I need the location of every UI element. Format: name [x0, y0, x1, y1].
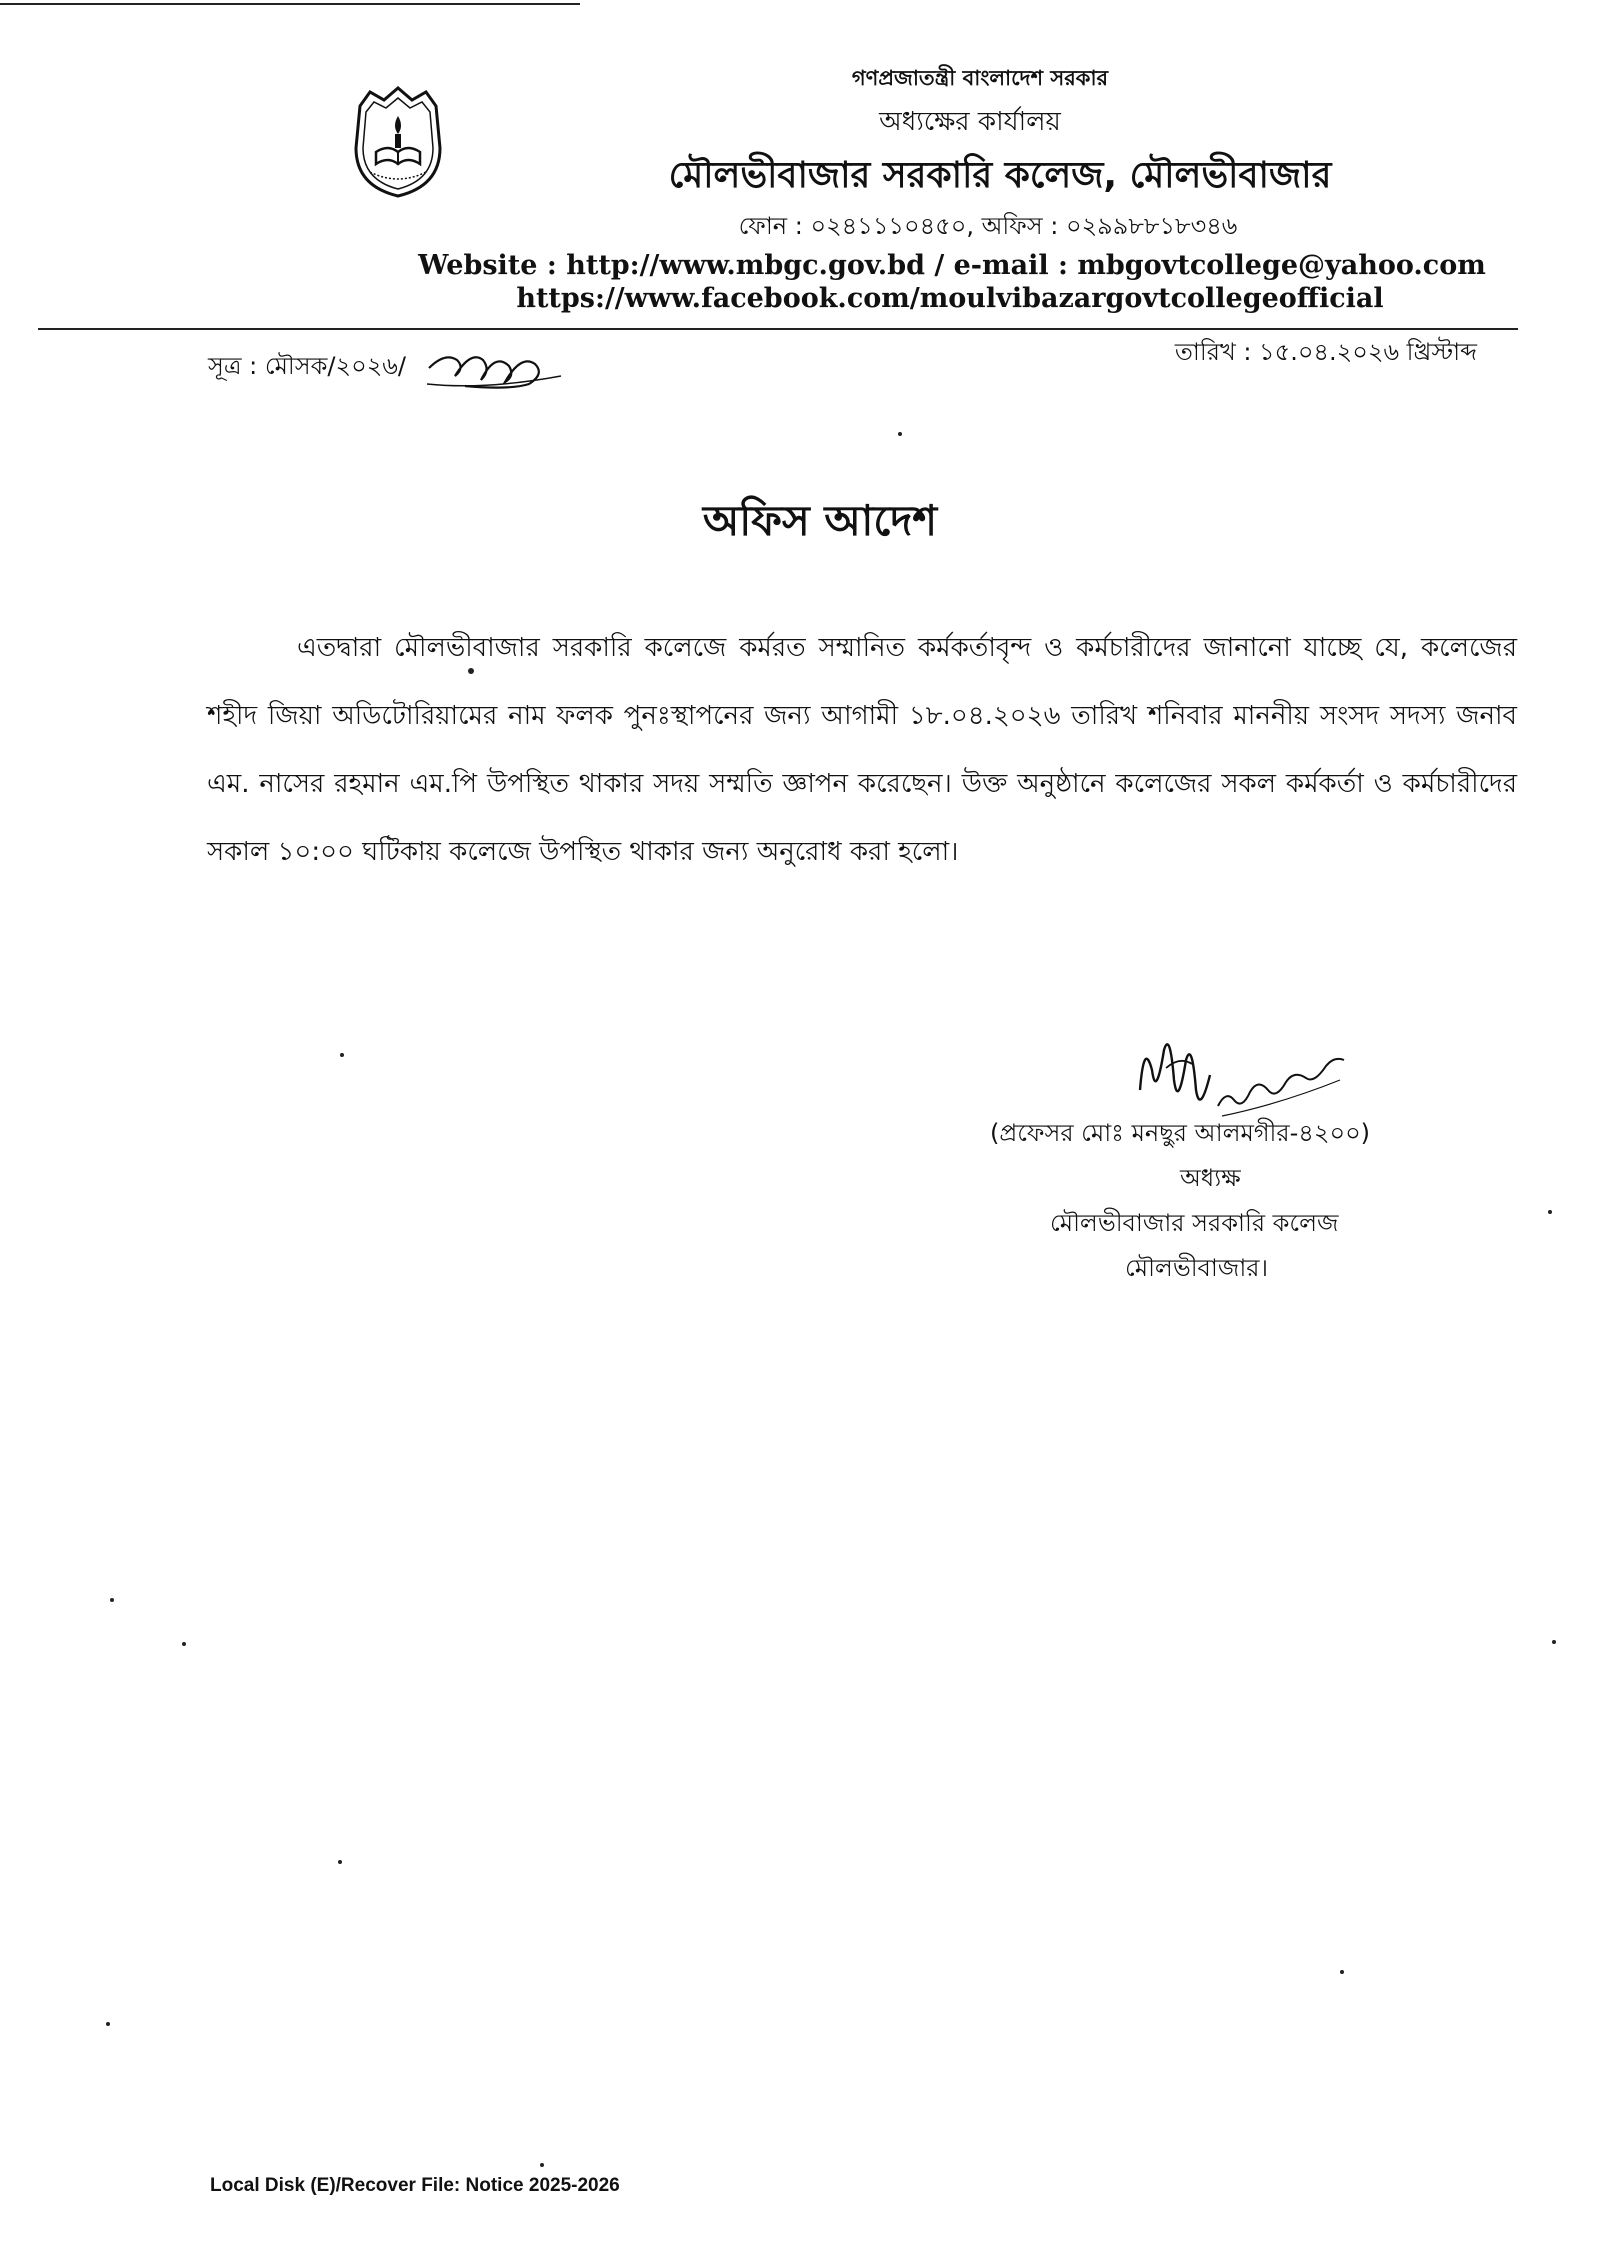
issue-date: তারিখ : ১৫.০৪.২০২৬ খ্রিস্টাব্দ — [1174, 338, 1477, 366]
handwritten-signature — [1130, 1020, 1350, 1130]
scan-speck — [340, 1053, 344, 1057]
scan-speck — [1552, 1640, 1556, 1644]
college-name: মৌলভীবাজার সরকারি কলেজ, মৌলভীবাজার — [668, 155, 1332, 196]
scan-speck — [338, 1860, 342, 1864]
scan-speck — [540, 2163, 544, 2167]
facebook-link: https://www.facebook.com/moulvibazargovtcollegeofficial — [516, 283, 1384, 314]
phone-line: ফোন : ০২৪১১১০৪৫০, অফিস : ০২৯৯৮৮১৮৩৪৬ — [738, 212, 1238, 240]
signatory-designation: অধ্যক্ষ — [1180, 1164, 1241, 1192]
order-body-text: এতদ্বারা মৌলভীবাজার সরকারি কলেজে কর্মরত সম্মানিত কর্মকর্তাবৃন্দ ও কর্মচারীদের জানানো যাচ্ছে যে, কলেজের শহীদ জিয়া অডিটোরিয়ামের নাম ফলক পুনঃস্থাপনের জন্য আগামী ১৮.০৪.২০২৬ তারিখ শনিবার মাননীয় সংসদ সদস্য জনাব এম. নাসের রহমান এম.পি উপস্থিত থাকার সদয় সম্মতি জ্ঞাপন করেছেন। উক্ত অনুষ্ঠানে কলেজের সকল কর্মকর্তা ও কর্মচারীদের সকাল ১০:০০ ঘটিকায় কলেজে উপস্থিত থাকার জন্য অনুরোধ করা হলো। — [207, 633, 1517, 867]
scan-speck — [182, 1642, 186, 1646]
office-heading: অধ্যক্ষের কার্যালয় — [879, 107, 1061, 137]
header-divider — [38, 328, 1518, 330]
scan-speck — [1340, 1970, 1344, 1974]
signatory-institution: মৌলভীবাজার সরকারি কলেজ — [1050, 1209, 1339, 1237]
memo-reference: সূত্র : মৌসক/২০২৬/ — [208, 352, 406, 380]
website-email-line: Website : http://www.mbgc.gov.bd / e-mail : mbgovtcollege@yahoo.com — [418, 250, 1486, 281]
scan-speck — [110, 1598, 114, 1602]
scan-speck — [106, 2022, 110, 2026]
top-border-line — [0, 3, 580, 5]
file-path-footer: Local Disk (E)/Recover File: Notice 2025-2026 — [210, 2175, 620, 2196]
government-heading: গণপ্রজাতন্ত্রী বাংলাদেশ সরকার — [851, 66, 1109, 90]
signatory-name: (প্রফেসর মোঃ মনছুর আলমগীর-৪২০০) — [990, 1119, 1371, 1147]
scan-speck — [898, 432, 902, 436]
document-title: অফিস আদেশ — [702, 496, 938, 545]
handwritten-memo-number — [425, 340, 565, 392]
signatory-location: মৌলভীবাজার। — [1125, 1254, 1269, 1282]
scan-speck — [1548, 1210, 1552, 1214]
scan-speck — [468, 668, 474, 674]
